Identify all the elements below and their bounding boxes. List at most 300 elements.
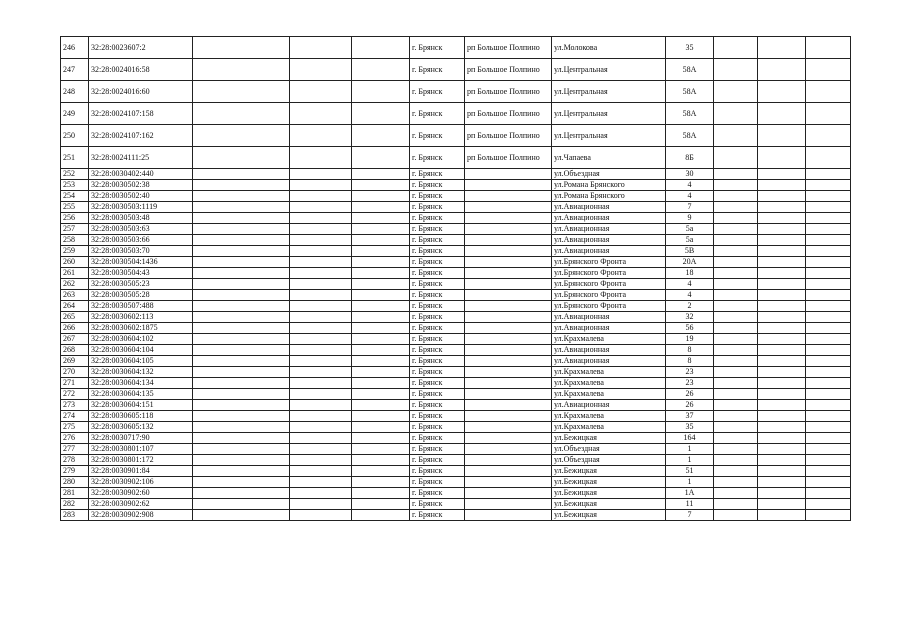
empty-cell (352, 422, 410, 433)
street-cell: ул.Авиационная (552, 213, 666, 224)
cadastral-number: 32:28:0030901:84 (89, 466, 193, 477)
house-number: 58А (666, 81, 714, 103)
empty-cell (758, 235, 806, 246)
settlement-cell (465, 345, 552, 356)
city-cell: г. Брянск (410, 499, 465, 510)
empty-cell (806, 301, 851, 312)
row-number: 258 (61, 235, 89, 246)
empty-cell (290, 312, 352, 323)
empty-cell (806, 180, 851, 191)
cadastral-number: 32:28:0024016:58 (89, 59, 193, 81)
street-cell: ул.Брянского Фронта (552, 257, 666, 268)
empty-cell (193, 356, 290, 367)
house-number: 5а (666, 235, 714, 246)
empty-cell (193, 389, 290, 400)
house-number: 26 (666, 389, 714, 400)
street-cell: ул.Объездная (552, 444, 666, 455)
empty-cell (714, 378, 758, 389)
settlement-cell (465, 235, 552, 246)
empty-cell (714, 235, 758, 246)
table-row (61, 81, 851, 103)
house-number: 23 (666, 367, 714, 378)
empty-cell (290, 169, 352, 180)
settlement-cell (465, 224, 552, 235)
settlement-cell: рп Большое Полпино (465, 37, 552, 59)
city-cell: г. Брянск (410, 279, 465, 290)
row-number: 280 (61, 477, 89, 488)
cadastral-number: 32:28:0030503:1119 (89, 202, 193, 213)
settlement-cell (465, 257, 552, 268)
house-number: 7 (666, 510, 714, 521)
empty-cell (758, 356, 806, 367)
city-cell: г. Брянск (410, 345, 465, 356)
table-row (61, 488, 851, 499)
cadastral-number: 32:28:0030505:28 (89, 290, 193, 301)
empty-cell (290, 191, 352, 202)
house-number: 7 (666, 202, 714, 213)
empty-cell (193, 147, 290, 169)
row-number: 247 (61, 59, 89, 81)
empty-cell (290, 411, 352, 422)
row-number: 253 (61, 180, 89, 191)
house-number: 1 (666, 444, 714, 455)
table-row (61, 191, 851, 202)
empty-cell (193, 334, 290, 345)
empty-cell (714, 510, 758, 521)
empty-cell (714, 312, 758, 323)
settlement-cell (465, 444, 552, 455)
cadastral-number: 32:28:0030604:132 (89, 367, 193, 378)
empty-cell (758, 488, 806, 499)
cadastral-number: 32:28:0030504:43 (89, 268, 193, 279)
empty-cell (806, 378, 851, 389)
house-number: 1 (666, 455, 714, 466)
city-cell: г. Брянск (410, 246, 465, 257)
empty-cell (193, 400, 290, 411)
table-row (61, 411, 851, 422)
empty-cell (352, 279, 410, 290)
empty-cell (352, 455, 410, 466)
empty-cell (290, 356, 352, 367)
house-number: 164 (666, 433, 714, 444)
street-cell: ул.Брянского Фронта (552, 268, 666, 279)
row-number: 249 (61, 103, 89, 125)
empty-cell (290, 213, 352, 224)
empty-cell (806, 268, 851, 279)
settlement-cell (465, 246, 552, 257)
empty-cell (758, 224, 806, 235)
house-number: 37 (666, 411, 714, 422)
table-row (61, 180, 851, 191)
cadastral-number: 32:28:0030604:151 (89, 400, 193, 411)
street-cell: ул.Крахмалева (552, 334, 666, 345)
house-number: 26 (666, 400, 714, 411)
table-row (61, 378, 851, 389)
settlement-cell (465, 334, 552, 345)
empty-cell (714, 477, 758, 488)
empty-cell (352, 268, 410, 279)
empty-cell (806, 147, 851, 169)
settlement-cell (465, 477, 552, 488)
empty-cell (290, 202, 352, 213)
house-number: 1А (666, 488, 714, 499)
empty-cell (290, 499, 352, 510)
cadastral-number: 32:28:0030604:135 (89, 389, 193, 400)
empty-cell (290, 389, 352, 400)
settlement-cell (465, 180, 552, 191)
table-row (61, 290, 851, 301)
empty-cell (758, 125, 806, 147)
empty-cell (714, 81, 758, 103)
empty-cell (806, 466, 851, 477)
table-row (61, 433, 851, 444)
house-number: 58А (666, 59, 714, 81)
row-number: 264 (61, 301, 89, 312)
empty-cell (352, 411, 410, 422)
empty-cell (193, 279, 290, 290)
empty-cell (806, 345, 851, 356)
empty-cell (758, 477, 806, 488)
row-number: 262 (61, 279, 89, 290)
empty-cell (290, 235, 352, 246)
table-row (61, 224, 851, 235)
empty-cell (806, 411, 851, 422)
empty-cell (352, 37, 410, 59)
cadastral-number: 32:28:0030902:106 (89, 477, 193, 488)
empty-cell (290, 257, 352, 268)
empty-cell (193, 422, 290, 433)
empty-cell (758, 191, 806, 202)
street-cell: ул.Авиационная (552, 345, 666, 356)
row-number: 270 (61, 367, 89, 378)
empty-cell (714, 180, 758, 191)
city-cell: г. Брянск (410, 367, 465, 378)
city-cell: г. Брянск (410, 125, 465, 147)
empty-cell (290, 433, 352, 444)
empty-cell (758, 411, 806, 422)
row-number: 279 (61, 466, 89, 477)
house-number: 9 (666, 213, 714, 224)
settlement-cell: рп Большое Полпино (465, 81, 552, 103)
settlement-cell (465, 455, 552, 466)
empty-cell (758, 202, 806, 213)
empty-cell (714, 169, 758, 180)
cadastral-number: 32:28:0030503:70 (89, 246, 193, 257)
row-number: 271 (61, 378, 89, 389)
empty-cell (758, 169, 806, 180)
empty-cell (290, 224, 352, 235)
city-cell: г. Брянск (410, 169, 465, 180)
house-number: 20А (666, 257, 714, 268)
empty-cell (193, 444, 290, 455)
empty-cell (806, 37, 851, 59)
house-number: 5а (666, 224, 714, 235)
cadastral-number: 32:28:0030602:113 (89, 312, 193, 323)
row-number: 246 (61, 37, 89, 59)
cadastral-table (60, 36, 851, 521)
cadastral-number: 32:28:0030902:908 (89, 510, 193, 521)
empty-cell (352, 389, 410, 400)
empty-cell (352, 367, 410, 378)
empty-cell (714, 400, 758, 411)
row-number: 257 (61, 224, 89, 235)
empty-cell (352, 180, 410, 191)
empty-cell (758, 444, 806, 455)
empty-cell (352, 400, 410, 411)
row-number: 282 (61, 499, 89, 510)
table-row (61, 169, 851, 180)
table-row (61, 455, 851, 466)
cadastral-number: 32:28:0030507:488 (89, 301, 193, 312)
city-cell: г. Брянск (410, 268, 465, 279)
cadastral-number: 32:28:0024107:158 (89, 103, 193, 125)
table-row (61, 279, 851, 290)
empty-cell (290, 444, 352, 455)
empty-cell (352, 444, 410, 455)
empty-cell (714, 103, 758, 125)
empty-cell (758, 147, 806, 169)
cadastral-number: 32:28:0030801:107 (89, 444, 193, 455)
table-row (61, 103, 851, 125)
empty-cell (193, 510, 290, 521)
row-number: 278 (61, 455, 89, 466)
empty-cell (352, 81, 410, 103)
settlement-cell (465, 422, 552, 433)
empty-cell (806, 59, 851, 81)
empty-cell (714, 499, 758, 510)
house-number: 4 (666, 279, 714, 290)
city-cell: г. Брянск (410, 433, 465, 444)
empty-cell (352, 466, 410, 477)
empty-cell (758, 499, 806, 510)
empty-cell (758, 213, 806, 224)
empty-cell (352, 246, 410, 257)
empty-cell (714, 37, 758, 59)
city-cell: г. Брянск (410, 444, 465, 455)
empty-cell (758, 345, 806, 356)
cadastral-number: 32:28:0030902:60 (89, 488, 193, 499)
empty-cell (714, 455, 758, 466)
empty-cell (290, 290, 352, 301)
row-number: 267 (61, 334, 89, 345)
street-cell: ул.Авиационная (552, 400, 666, 411)
cadastral-number: 32:28:0030505:23 (89, 279, 193, 290)
street-cell: ул.Романа Брянского (552, 180, 666, 191)
settlement-cell (465, 312, 552, 323)
row-number: 266 (61, 323, 89, 334)
row-number: 255 (61, 202, 89, 213)
empty-cell (806, 257, 851, 268)
city-cell: г. Брянск (410, 224, 465, 235)
table-row (61, 345, 851, 356)
empty-cell (806, 191, 851, 202)
empty-cell (806, 356, 851, 367)
empty-cell (758, 246, 806, 257)
street-cell: ул.Объездная (552, 455, 666, 466)
city-cell: г. Брянск (410, 334, 465, 345)
empty-cell (806, 323, 851, 334)
street-cell: ул.Авиационная (552, 323, 666, 334)
row-number: 268 (61, 345, 89, 356)
empty-cell (193, 202, 290, 213)
cadastral-number: 32:28:0030502:40 (89, 191, 193, 202)
house-number: 32 (666, 312, 714, 323)
empty-cell (290, 323, 352, 334)
settlement-cell (465, 268, 552, 279)
empty-cell (352, 356, 410, 367)
row-number: 251 (61, 147, 89, 169)
empty-cell (193, 59, 290, 81)
empty-cell (193, 345, 290, 356)
house-number: 58А (666, 125, 714, 147)
table-row (61, 268, 851, 279)
house-number: 4 (666, 180, 714, 191)
row-number: 254 (61, 191, 89, 202)
empty-cell (714, 444, 758, 455)
empty-cell (714, 257, 758, 268)
empty-cell (714, 411, 758, 422)
table-row (61, 202, 851, 213)
empty-cell (714, 268, 758, 279)
table-row (61, 235, 851, 246)
empty-cell (352, 301, 410, 312)
street-cell: ул.Авиационная (552, 235, 666, 246)
empty-cell (758, 290, 806, 301)
empty-cell (806, 367, 851, 378)
cadastral-number: 32:28:0030502:38 (89, 180, 193, 191)
table-row (61, 301, 851, 312)
city-cell: г. Брянск (410, 510, 465, 521)
house-number: 8 (666, 356, 714, 367)
settlement-cell (465, 356, 552, 367)
settlement-cell (465, 213, 552, 224)
street-cell: ул.Авиационная (552, 356, 666, 367)
house-number: 11 (666, 499, 714, 510)
empty-cell (758, 378, 806, 389)
table-row (61, 466, 851, 477)
empty-cell (714, 191, 758, 202)
empty-cell (758, 466, 806, 477)
settlement-cell: рп Большое Полпино (465, 125, 552, 147)
empty-cell (193, 103, 290, 125)
settlement-cell (465, 488, 552, 499)
empty-cell (806, 334, 851, 345)
empty-cell (290, 488, 352, 499)
empty-cell (352, 312, 410, 323)
table-row (61, 389, 851, 400)
cadastral-number: 32:28:0030605:132 (89, 422, 193, 433)
empty-cell (352, 191, 410, 202)
cadastral-number: 32:28:0030503:66 (89, 235, 193, 246)
settlement-cell (465, 499, 552, 510)
city-cell: г. Брянск (410, 103, 465, 125)
empty-cell (758, 59, 806, 81)
empty-cell (352, 488, 410, 499)
empty-cell (758, 433, 806, 444)
empty-cell (290, 455, 352, 466)
empty-cell (290, 477, 352, 488)
empty-cell (193, 433, 290, 444)
empty-cell (714, 246, 758, 257)
empty-cell (758, 180, 806, 191)
street-cell: ул.Центральная (552, 103, 666, 125)
settlement-cell (465, 202, 552, 213)
empty-cell (352, 290, 410, 301)
empty-cell (193, 290, 290, 301)
empty-cell (806, 169, 851, 180)
empty-cell (714, 466, 758, 477)
city-cell: г. Брянск (410, 422, 465, 433)
table-row (61, 510, 851, 521)
empty-cell (352, 499, 410, 510)
empty-cell (290, 125, 352, 147)
empty-cell (352, 510, 410, 521)
city-cell: г. Брянск (410, 455, 465, 466)
empty-cell (290, 147, 352, 169)
row-number: 260 (61, 257, 89, 268)
row-number: 269 (61, 356, 89, 367)
settlement-cell (465, 378, 552, 389)
row-number: 261 (61, 268, 89, 279)
house-number: 30 (666, 169, 714, 180)
cadastral-number: 32:28:0030503:63 (89, 224, 193, 235)
empty-cell (714, 59, 758, 81)
city-cell: г. Брянск (410, 37, 465, 59)
empty-cell (290, 378, 352, 389)
row-number: 274 (61, 411, 89, 422)
cadastral-number: 32:28:0030801:172 (89, 455, 193, 466)
empty-cell (758, 301, 806, 312)
empty-cell (352, 334, 410, 345)
street-cell: ул.Брянского Фронта (552, 290, 666, 301)
cadastral-number: 32:28:0024111:25 (89, 147, 193, 169)
empty-cell (758, 279, 806, 290)
empty-cell (758, 323, 806, 334)
document-page (60, 36, 851, 521)
empty-cell (714, 213, 758, 224)
empty-cell (758, 455, 806, 466)
empty-cell (806, 290, 851, 301)
empty-cell (193, 224, 290, 235)
house-number: 4 (666, 191, 714, 202)
city-cell: г. Брянск (410, 59, 465, 81)
empty-cell (714, 323, 758, 334)
cadastral-number: 32:28:0030605:118 (89, 411, 193, 422)
row-number: 273 (61, 400, 89, 411)
empty-cell (714, 345, 758, 356)
empty-cell (758, 422, 806, 433)
empty-cell (193, 499, 290, 510)
settlement-cell: рп Большое Полпино (465, 59, 552, 81)
empty-cell (352, 202, 410, 213)
empty-cell (352, 433, 410, 444)
empty-cell (806, 433, 851, 444)
empty-cell (193, 455, 290, 466)
street-cell: ул.Крахмалева (552, 411, 666, 422)
city-cell: г. Брянск (410, 477, 465, 488)
empty-cell (193, 411, 290, 422)
settlement-cell (465, 411, 552, 422)
row-number: 277 (61, 444, 89, 455)
settlement-cell (465, 466, 552, 477)
city-cell: г. Брянск (410, 81, 465, 103)
street-cell: ул.Молокова (552, 37, 666, 59)
row-number: 272 (61, 389, 89, 400)
street-cell: ул.Бежицкая (552, 477, 666, 488)
city-cell: г. Брянск (410, 180, 465, 191)
city-cell: г. Брянск (410, 488, 465, 499)
street-cell: ул.Авиационная (552, 246, 666, 257)
